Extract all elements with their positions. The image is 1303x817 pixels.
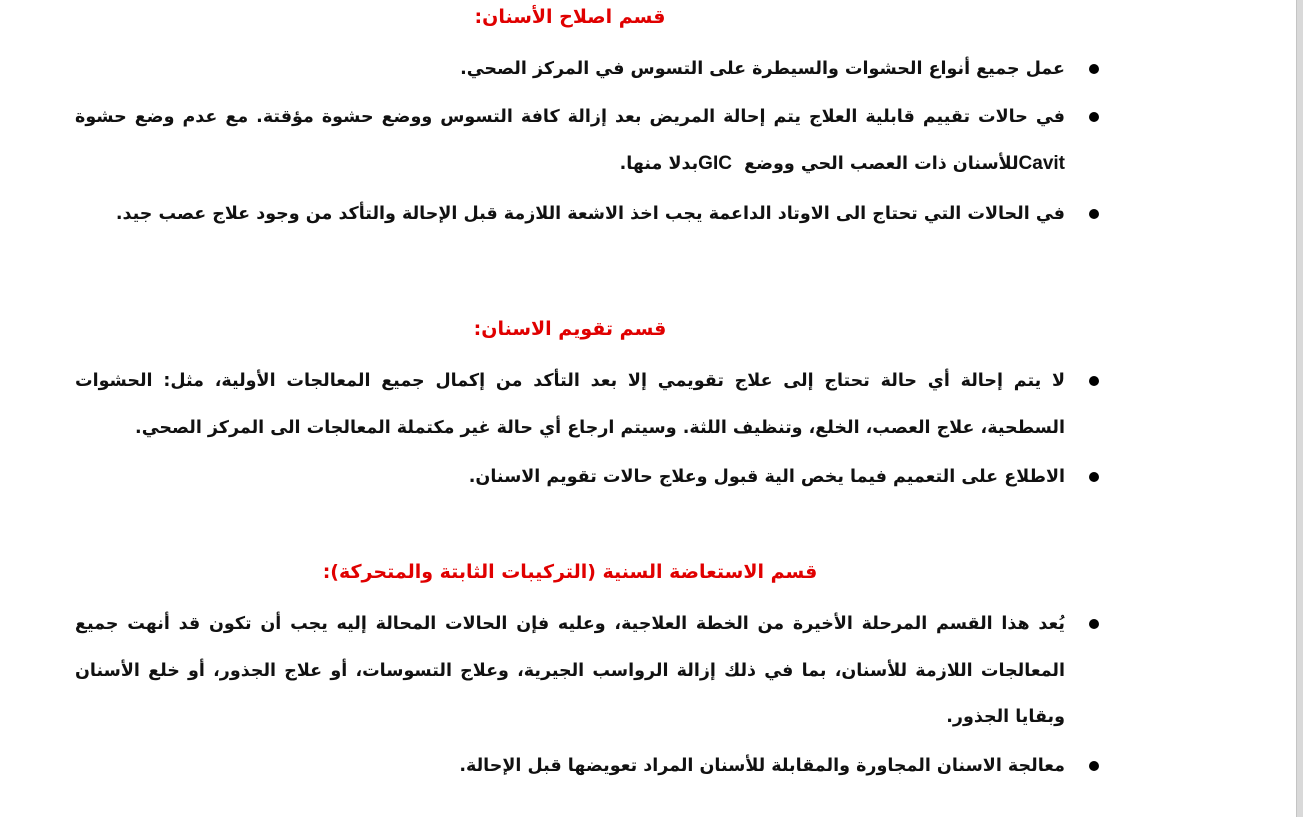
list-item-line: المعالجات اللازمة للأسنان، بما في ذلك إزالة الرواسب الجيرية، وعلاج التسوسات، أو علاج الجذور، أو خلع الأسنان — [75, 661, 1065, 681]
section-heading-orthodontics: قسم تقويم الاسنان: — [473, 318, 667, 340]
bullet — [1089, 112, 1099, 122]
bullet — [1089, 619, 1099, 629]
list-item-line: عمل جميع أنواع الحشوات والسيطرة على التسوس في المركز الصحي. — [460, 59, 1065, 79]
list-item-line: معالجة الاسنان المجاورة والمقابلة للأسنان المراد تعويضها قبل الإحالة. — [459, 756, 1065, 776]
list-item-line: الاطلاع على التعميم فيما يخص الية قبول وعلاج حالات تقويم الاسنان. — [468, 467, 1065, 487]
list-item-line: لا يتم إحالة أي حالة تحتاج إلى علاج تقويمي إلا بعد التأكد من إكمال جميع المعالجات الأولية، مثل: الحشوات — [75, 371, 1065, 391]
bullet — [1089, 472, 1099, 482]
list-item-line: في الحالات التي تحتاج الى الاوتاد الداعمة يجب اخذ الاشعة اللازمة قبل الإحالة والتأكد من وجود علاج عصب جيد. — [115, 204, 1065, 224]
section-heading-restorative: قسم اصلاح الأسنان: — [474, 6, 666, 28]
vertical-scrollbar[interactable] — [1296, 0, 1303, 817]
material-name-gic: GIC — [698, 153, 732, 174]
list-item-line: يُعد هذا القسم المرحلة الأخيرة من الخطة العلاجية، وعليه فإن الحالات المحالة إليه يجب أن تكون قد أنهت جميع — [75, 614, 1065, 634]
list-item-line: في حالات تقييم قابلية العلاج يتم إحالة المريض بعد إزالة كافة التسوس ووضع حشوة مؤقتة. مع عدم وضع حشوة — [75, 107, 1065, 127]
list-item-line: السطحية، علاج العصب، الخلع، وتنظيف اللثة. وسيتم ارجاع أي حالة غير مكتملة المعالجات الى المركز الصحي. — [135, 418, 1065, 438]
list-item-line: وبقايا الجذور. — [946, 707, 1065, 727]
bullet — [1089, 64, 1099, 74]
bullet — [1089, 761, 1099, 771]
bullet — [1089, 209, 1099, 219]
bullet — [1089, 376, 1099, 386]
section-heading-prosthodontics: قسم الاستعاضة السنية (التركيبات الثابتة والمتحركة): — [322, 561, 818, 583]
list-item-text: بدلا منها. — [619, 154, 699, 174]
list-item-text: للأسنان ذات العصب الحي ووضع — [744, 154, 1019, 174]
list-item-line-mixed — [75, 149, 1065, 179]
material-name-cavit: Cavit — [1018, 153, 1065, 174]
